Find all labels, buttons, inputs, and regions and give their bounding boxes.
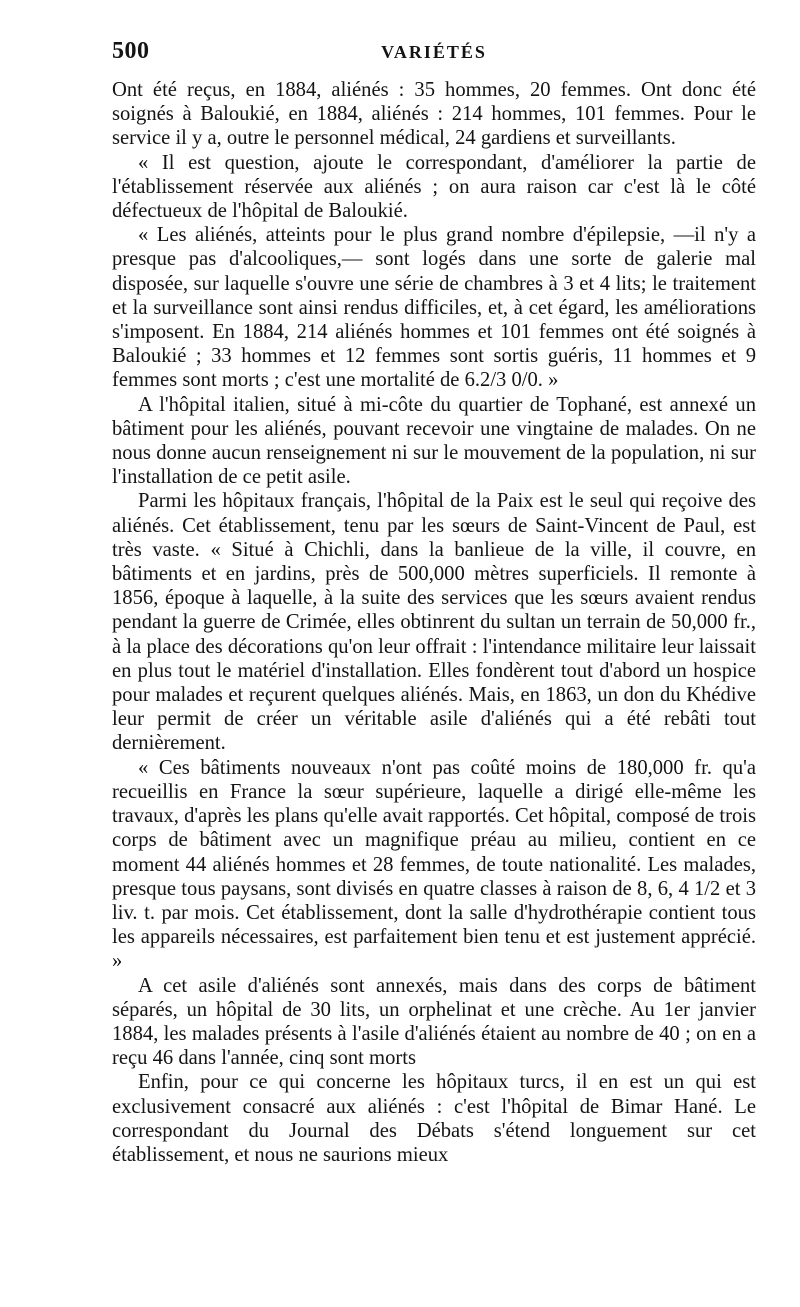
paragraph: A cet asile d'aliénés sont annexés, mais dans des corps de bâtiment séparés, un hôpital de 30 lits, un orphelinat et une crèche. Au 1er janvier 1884, les malades présents à l'asile d'aliénés étaient au nombre de 40 ; on en a reçu 46 dans l'année, cinq sont morts: [112, 974, 756, 1070]
paragraph: « Ces bâtiments nouveaux n'ont pas coûté moins de 180,000 fr. qu'a recueillis en France la sœur supérieure, laquelle a dirigé elle-même les travaux, d'après les plans qu'elle avait rapportés. Cet hôpital, composé de trois corps de bâtiment avec un magnifique préau au milieu, contient en ce moment 44 aliénés hommes et 28 femmes, de toute nationalité. Les malades, presque tous paysans, sont divisés en quatre classes à raison de 8, 6, 4 1/2 et 3 liv. t. par mois. Cet établissement, dont la salle d'hydrothérapie contient tous les appareils nécessaires, est parfaitement bien tenu et est justement apprécié. »: [112, 756, 756, 973]
page-header: [112, 38, 756, 78]
paragraph: Ont été reçus, en 1884, aliénés : 35 hommes, 20 femmes. Ont donc été soignés à Baloukié, en 1884, aliénés : 214 hommes, 101 femmes. Pour le service il y a, outre le personnel médical, 24 gardiens et surveillants.: [112, 79, 756, 150]
paragraph: « Il est question, ajoute le correspondant, d'améliorer la partie de l'établissement réservée aux aliénés ; on aura raison car c'est là le côté défectueux de l'hôpital de Baloukié.: [112, 151, 756, 223]
body-text: [112, 78, 756, 1167]
paragraph: Enfin, pour ce qui concerne les hôpitaux turcs, il en est un qui est exclusivement consacré aux aliénés : c'est l'hôpital de Bimar Hané. Le correspondant du Journal des Débats s'étend longuement sur cet établissement, et nous ne saurions mieux: [112, 1071, 756, 1166]
page-number: 500: [112, 38, 150, 64]
paragraph: A l'hôpital italien, situé à mi-côte du quartier de Tophané, est annexé un bâtiment pour les aliénés, pouvant recevoir une vingtaine de malades. On ne nous donne aucun renseignement ni sur le mouvement de la population, ni sur l'installation de ce petit asile.: [112, 393, 756, 489]
running-head: VARIÉTÉS: [381, 42, 487, 62]
paragraph: Parmi les hôpitaux français, l'hôpital de la Paix est le seul qui reçoive des aliénés. Cet établissement, tenu par les sœurs de Saint-Vincent de Paul, est très vaste. « Situé à Chichli, dans la banlieue de la ville, il couvre, en bâtiments et en jardins, près de 500,000 mètres superficiels. Il remonte à 1856, époque à laquelle, à la suite des services que les sœurs avaient rendus pendant la guerre de Crimée, elles obtinrent du sultan un terrain de 50,000 fr., à la place des décorations qu'on leur offrait : l'intendance militaire leur laissait en plus tout le matériel d'installation. Elles fondèrent tout d'abord un hospice pour malades et reçurent quelques aliénés. Mais, en 1863, un don du Khédive leur permit de créer un véritable asile d'aliénés qui a été rebâti tout dernièrement.: [112, 490, 756, 755]
paragraph: « Les aliénés, atteints pour le plus grand nombre d'épilepsie, —il n'y a presque pas d'alcooliques,— sont logés dans une sorte de galerie mal disposée, sur laquelle s'ouvre une série de chambres à 3 et 4 lits; le traitement et la surveillance sont ainsi rendus difficiles, et, à cet égard, les améliorations s'imposent. En 1884, 214 aliénés hommes et 101 femmes ont été soignés à Baloukié ; 33 hommes et 12 femmes sont sortis guéris, 11 hommes et 9 femmes sont morts ; c'est une mortalité de 6.2/3 0/0. »: [112, 224, 756, 392]
